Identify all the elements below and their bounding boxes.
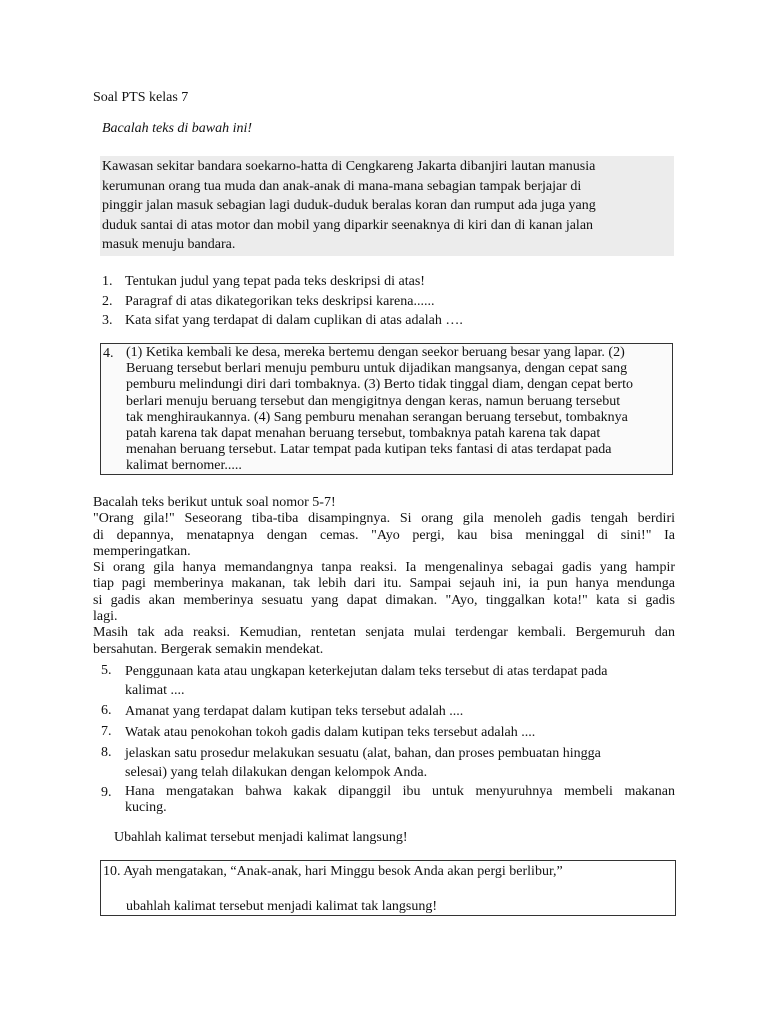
question-item (101, 784, 675, 816)
question-number: 6. (101, 703, 112, 718)
question-4-line: patah karena tak dapat menahan beruang tersebut, tombaknya patah karena tak dapat (126, 426, 601, 442)
question-10-text: 10. Ayah mengatakan, “Anak-anak, hari Minggu besok Anda akan pergi berlibur,” (103, 864, 563, 879)
question-number: 7. (101, 724, 112, 739)
question-number: 2. (102, 293, 113, 309)
story-line: Si orang gila hanya memandangnya tanpa reaksi. Ia mengenalinya sebagai gadis yang hampir (93, 560, 675, 576)
question-text (125, 662, 675, 700)
question-4-text (126, 345, 676, 475)
question-item (101, 723, 675, 742)
question-number: 8. (101, 745, 112, 760)
question-text: Kata sifat yang terdapat di dalam cuplikan di atas adalah …. (125, 313, 463, 328)
question-line: selesai) yang telah dilakukan dengan kelompok Anda. (125, 765, 428, 780)
question-4-line: pemburu melindungi diri dari tombaknya. (3) Berto tidak tinggal diam, dengan cepat berto (126, 377, 633, 393)
passage-line: Kawasan sekitar bandara soekarno-hatta di Cengkareng Jakarta dibanjiri lautan manusia (102, 159, 596, 174)
question-item (102, 273, 463, 293)
passage-line: kerumunan orang tua muda dan anak-anak di mana-mana sebagian tampak berjajar di (102, 178, 582, 194)
story-line: lagi. (93, 609, 118, 625)
story-paragraph-2 (93, 560, 675, 625)
question-list-5-9 (101, 662, 675, 818)
question-text: Paragraf di atas dikategorikan teks deskripsi karena...... (125, 293, 435, 309)
story-line: bersahutan. Bergerak semakin mendekat. (93, 641, 324, 657)
story-passage (93, 495, 675, 658)
question-4-line: Beruang tersebut berlari menuju pemburu untuk dijadikan mangsanya, dengan cepat sang (126, 361, 628, 377)
question-line: Penggunaan kata atau ungkapan keterkejutan dalam teks tersebut di atas terdapat pada (125, 664, 608, 679)
story-line: tiap pagi memberinya makanan, tak lebih dari itu. Sampai sejauh ini, ia pun hanya mendunga (93, 576, 675, 592)
question-4-box (100, 343, 673, 475)
question-number: 5. (101, 663, 112, 678)
question-line: kucing. (125, 800, 167, 815)
passage-line: duduk santai di atas motor dan mobil yang diparkir seenaknya di kiri dan di kanan jalan (102, 217, 594, 233)
story-line: memperingatkan. (93, 543, 191, 559)
question-item (102, 293, 463, 313)
story-paragraph-1 (93, 511, 675, 560)
question-10-box (100, 860, 676, 916)
story-intro: Bacalah teks berikut untuk soal nomor 5-7! (93, 495, 336, 510)
question-4-line: berlari menuju beruang tersebut dan mengigitnya dengan keras, namun beruang tersebut (126, 393, 621, 409)
description-passage (100, 156, 674, 256)
story-line: si gadis akan memberinya sesuatu yang dapat dimakan. "Ayo, tinggalkan kota!" kata si gadis (93, 592, 675, 608)
passage-line: pinggir jalan masuk sebagian lagi duduk-duduk beralas koran dan rumput ada juga yang (102, 198, 596, 213)
question-number: 1. (102, 274, 113, 289)
passage-line: masuk menuju bandara. (102, 237, 236, 252)
direct-speech-instruction: Ubahlah kalimat tersebut menjadi kalimat langsung! (114, 830, 408, 845)
question-item (101, 702, 675, 721)
question-line: Amanat yang terdapat dalam kutipan teks tersebut adalah .... (125, 704, 464, 719)
question-number: 4. (103, 346, 114, 361)
question-4-line: (1) Ketika kembali ke desa, mereka bertemu dengan seekor beruang besar yang lapar. (2) (126, 345, 625, 360)
question-line: Watak atau penokohan tokoh gadis dalam kutipan teks tersebut adalah .... (125, 725, 536, 740)
question-text: Tentukan judul yang tepat pada teks deskripsi di atas! (125, 274, 425, 289)
story-line: "Orang gila!" Seseorang tiba-tiba disampingnya. Si orang gila menoleh gadis tengah berdiri (93, 511, 675, 527)
question-text (125, 723, 675, 742)
question-4-line: menahan beruang tersebut. Latar tempat pada kutipan teks fantasi di atas terdapat pada (126, 442, 612, 458)
page-title: Soal PTS kelas 7 (93, 90, 189, 105)
question-number: 9. (101, 785, 112, 800)
question-item (101, 744, 675, 782)
reading-instruction: Bacalah teks di bawah ini! (102, 121, 253, 136)
question-4-line: tak menghiraukannya. (4) Sang pemburu menahan serangan beruang tersebut, tombaknya (126, 409, 628, 425)
question-line: Hana mengatakan bahwa kakak dipanggil ibu untuk menyuruhnya membeli makanan (125, 784, 675, 799)
question-list-1-3 (102, 273, 463, 332)
question-text (125, 702, 675, 721)
question-line: jelaskan satu prosedur melakukan sesuatu (alat, bahan, dan proses pembuatan hingga (125, 746, 601, 761)
question-number: 3. (102, 313, 113, 328)
story-line: di depannya, menatapnya dengan cemas. "Ayo pergi, kau bisa meninggal di sini!" Ia (93, 527, 675, 543)
question-4-line: kalimat bernomer..... (126, 458, 242, 474)
question-text (125, 744, 675, 782)
question-item (102, 312, 463, 332)
question-item (101, 662, 675, 700)
indirect-speech-instruction: ubahlah kalimat tersebut menjadi kalimat tak langsung! (126, 899, 438, 914)
story-line: Masih tak ada reaksi. Kemudian, rentetan senjata mulai terdengar kembali. Bergemuruh dan (93, 625, 675, 641)
question-text (125, 784, 675, 816)
question-line: kalimat .... (125, 683, 185, 698)
story-paragraph-3 (93, 625, 675, 658)
